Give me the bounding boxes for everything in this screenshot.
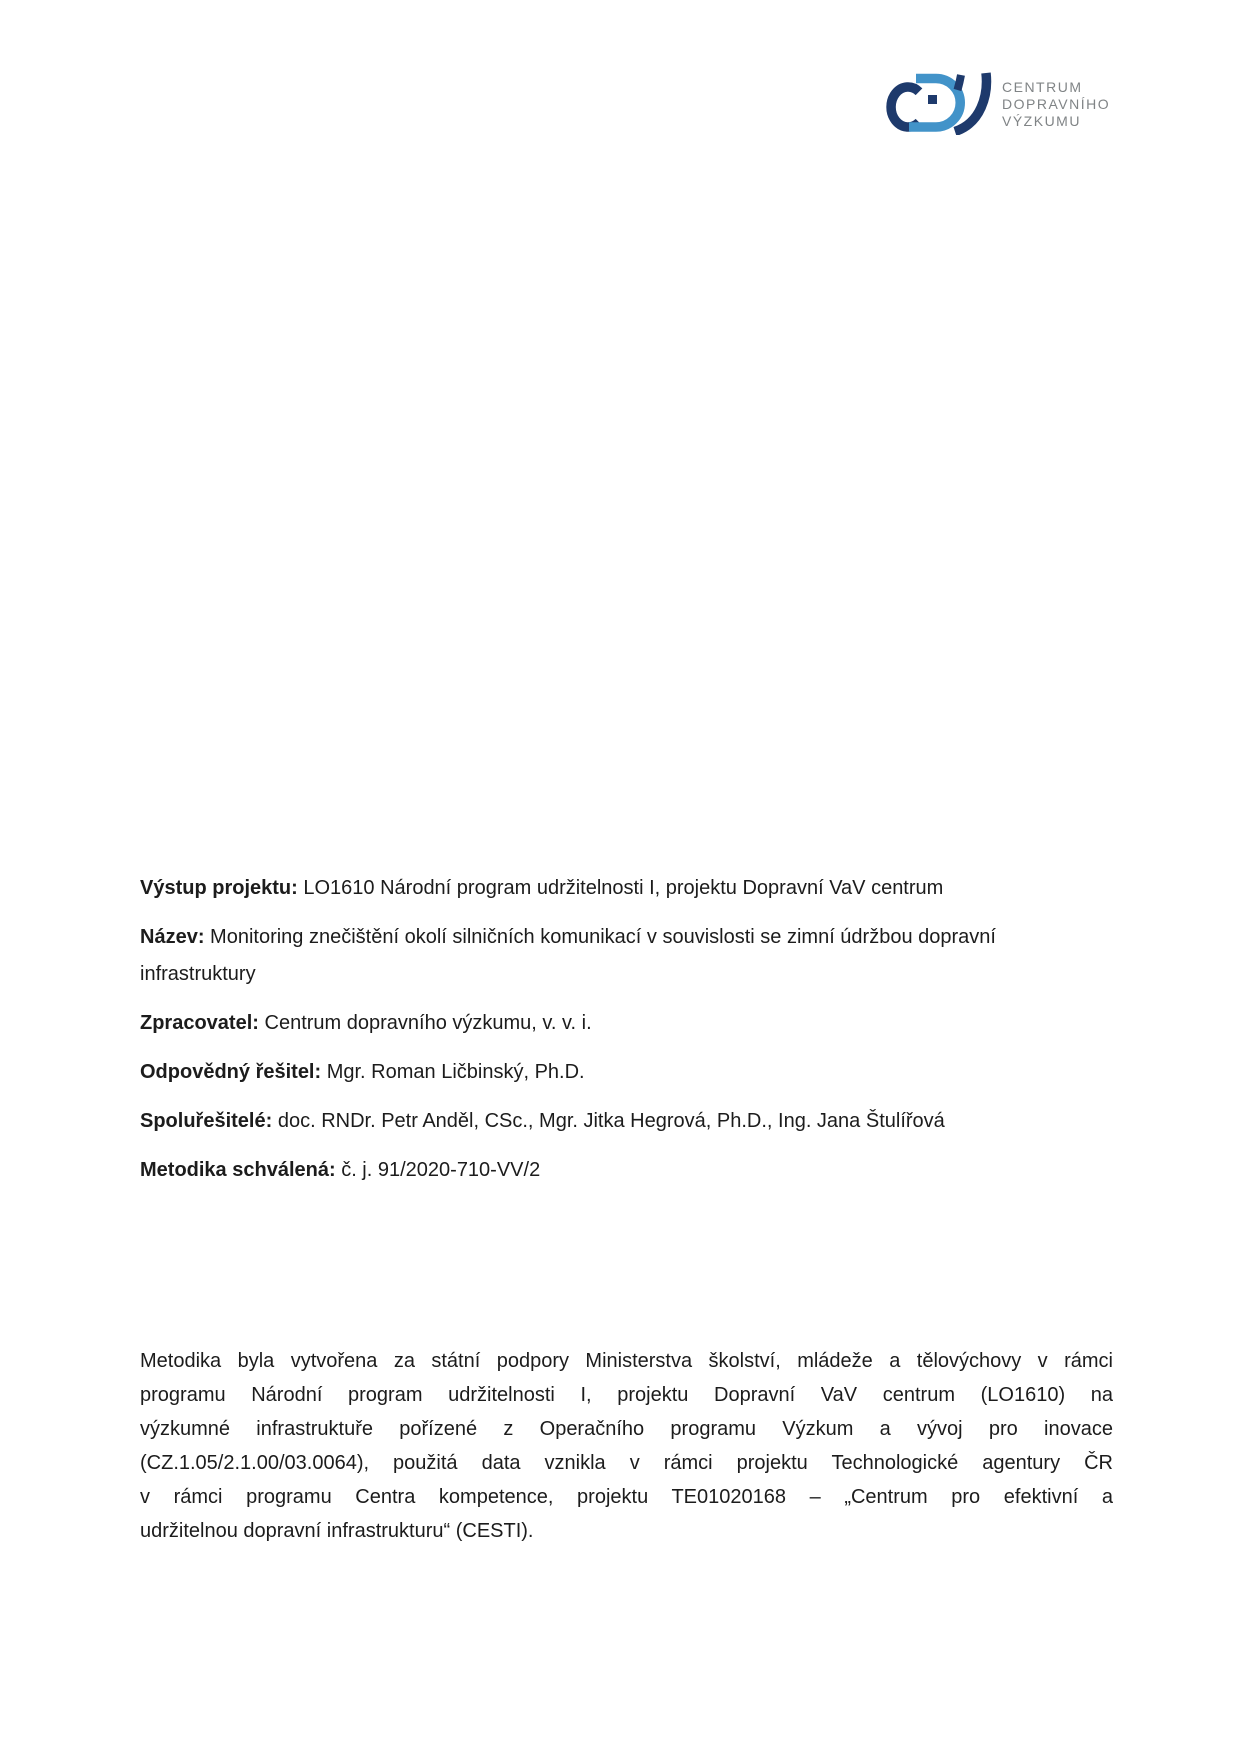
metadata-value: Centrum dopravního výzkumu, v. v. i. [264, 1012, 592, 1034]
metadata-item-nazev [140, 919, 1113, 993]
acknowledgement-line: programu Národní program udržitelnosti I, projektu Dopravní VaV centrum (LO1610) na [140, 1384, 1113, 1406]
cdv-logo-icon [886, 69, 992, 135]
metadata-item-spoluresitele [140, 1103, 1113, 1140]
metadata-value: Monitoring znečištění okolí silničních komunikací v souvislosti se zimní údržbou dopravní infrastruktury [140, 926, 996, 985]
acknowledgement-line: výzkumné infrastruktuře pořízené z Operačního programu Výzkum a vývoj pro inovace [140, 1418, 1113, 1440]
metadata-label: Výstup projektu: [140, 877, 298, 899]
logo-wordmark-line-3: VÝZKUMU [1002, 113, 1081, 129]
metadata-label: Zpracovatel: [140, 1012, 259, 1034]
metadata-value: Mgr. Roman Ličbinský, Ph.D. [326, 1061, 585, 1083]
acknowledgement-line: udržitelnou dopravní infrastrukturu“ (CESTI). [140, 1520, 534, 1542]
metadata-value: LO1610 Národní program udržitelnosti I, projektu Dopravní VaV centrum [303, 877, 944, 899]
cdv-logo [886, 69, 1110, 135]
logo-wordmark-line-1: CENTRUM [1002, 79, 1083, 95]
metadata-label: Metodika schválená: [140, 1159, 336, 1181]
metadata-value: č. j. 91/2020-710-VV/2 [341, 1159, 541, 1181]
metadata-item-vystup [140, 870, 1113, 907]
acknowledgement-line: Metodika byla vytvořena za státní podpory Ministerstva školství, mládeže a tělovýchovy v rámci [140, 1350, 1113, 1372]
metadata-label: Název: [140, 926, 205, 948]
metadata-item-zpracovatel [140, 1005, 1113, 1042]
metadata-label: Odpovědný řešitel: [140, 1061, 322, 1083]
logo-wordmark-line-2: DOPRAVNÍHO [1002, 96, 1111, 112]
project-metadata [140, 870, 1113, 1201]
metadata-value: doc. RNDr. Petr Anděl, CSc., Mgr. Jitka Hegrová, Ph.D., Ing. Jana Štulířová [277, 1110, 945, 1132]
acknowledgement-line: v rámci programu Centra kompetence, projektu TE01020168 – „Centrum pro efektivní a [140, 1486, 1113, 1508]
cdv-logo-wordmark [1002, 79, 1110, 130]
metadata-item-resitel [140, 1054, 1113, 1091]
metadata-label: Spoluřešitelé: [140, 1110, 273, 1132]
acknowledgement-line: (CZ.1.05/2.1.00/03.0064), použitá data vznikla v rámci projektu Technologické agentury ČR [140, 1452, 1113, 1474]
acknowledgement-paragraph [140, 1344, 1113, 1548]
metadata-item-schvalena [140, 1152, 1113, 1189]
